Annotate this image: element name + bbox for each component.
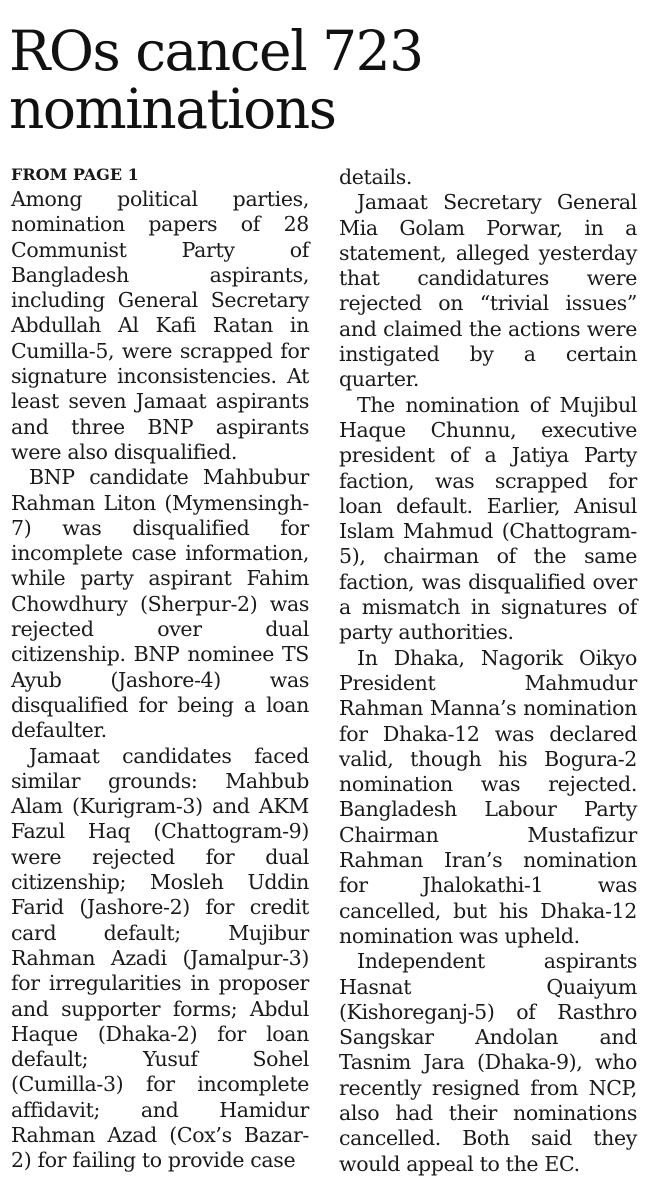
paragraph: In Dhaka, Nagorik Oikyo President Mahmudur Rahman Manna’s nomination for Dhaka-12 was declared valid, though his Bogura-2 nomination was rejected. Bangladesh Labour Party Chairman Mustafizur Rahman Iran’s nomination for Jhalokathi-1 was cancelled, but his Dhaka-12 nomination was upheld.: [339, 645, 637, 948]
kicker-from-page: FROM PAGE 1: [11, 165, 139, 184]
paragraph: The nomination of Mujibul Haque Chunnu, executive president of a Jatiya Party faction, was scrapped for loan default. Earlier, Anisul Islam Mahmud (Chattogram-5), chairman of the same faction, was disqualified over a mismatch in signatures of party authorities.: [339, 392, 637, 645]
article-column-right: [339, 165, 637, 1177]
paragraph-continued: details.: [339, 165, 413, 189]
paragraph: Jamaat Secretary General Mia Golam Porwar, in a statement, alleged yesterday that candidatures were rejected on “trivial issues” and claimed the actions were instigated by a certain quarter.: [339, 190, 637, 392]
paragraph: Among political parties, nomination papers of 28 Communist Party of Bangladesh aspirants, including General Secretary Abdullah Al Kafi Ratan in Cumilla-5, were scrapped for signature inconsistencies. At least seven Jamaat aspirants and three BNP aspirants were also disqualified.: [11, 187, 309, 464]
headline: ROs cancel 723 nominations: [9, 19, 423, 141]
article-column-left: [11, 165, 309, 1174]
paragraph: Independent aspirants Hasnat Quaiyum (Kishoreganj-5) of Rasthro Sangskar Andolan and Tasnim Jara (Dhaka-9), who recently resigned from NCP, also had their nominations cancelled. Both said they would appeal to the EC.: [339, 949, 637, 1176]
paragraph: Jamaat candidates faced similar grounds: Mahbub Alam (Kurigram-3) and AKM Fazul Haq (Chattogram-9) were rejected for dual citizenship; Mosleh Uddin Farid (Jashore-2) for credit card default; Mujibur Rahman Azadi (Jamalpur-3) for irregularities in proposer and supporter forms; Abdul Haque (Dhaka-2) for loan default; Yusuf Sohel (Cumilla-3) for incomplete affidavit; and Hamidur Rahman Azad (Cox’s Bazar-2) for failing to provide case: [11, 743, 309, 1173]
paragraph: BNP candidate Mahbubur Rahman Liton (Mymensingh-7) was disqualified for incomplete case information, while party aspirant Fahim Chowdhury (Sherpur-2) was rejected over dual citizenship. BNP nominee TS Ayub (Jashore-4) was disqualified for being a loan defaulter.: [11, 465, 309, 743]
